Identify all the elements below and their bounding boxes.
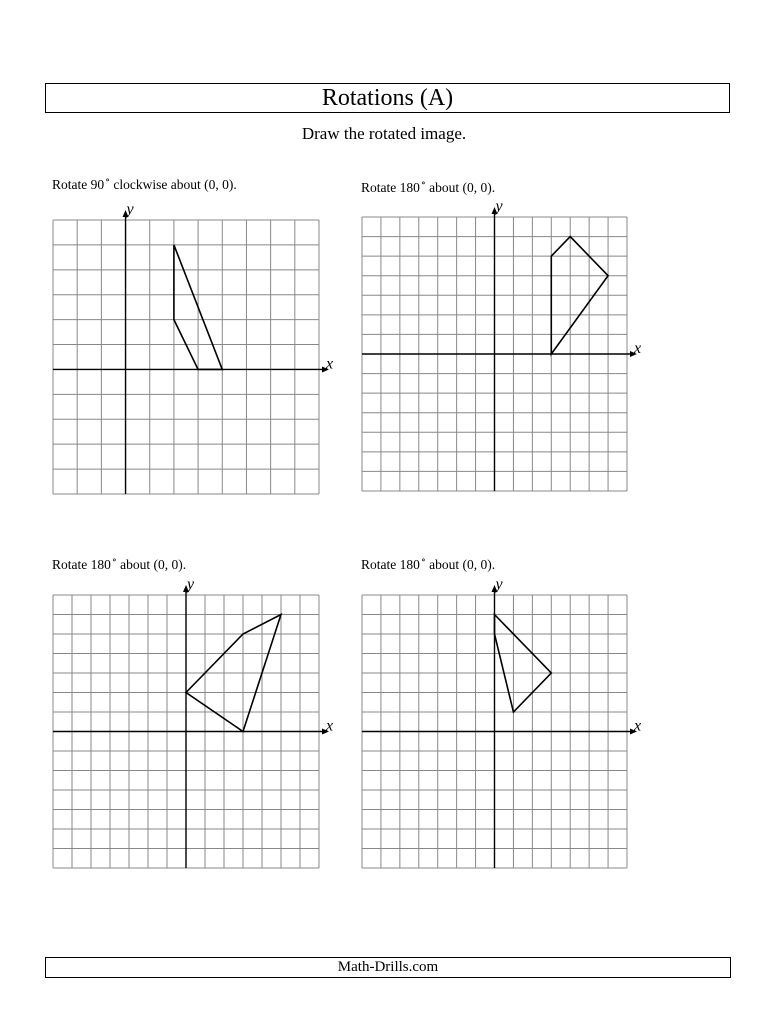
problem-3-prompt-suffix: about (0, 0). bbox=[116, 557, 187, 572]
problem-3-prompt-prefix: Rotate 180 bbox=[52, 557, 111, 572]
x-axis-label: x bbox=[326, 717, 334, 735]
page-title-text: Rotations (A) bbox=[321, 85, 454, 111]
x-axis-label: x bbox=[634, 717, 642, 735]
degree-symbol: ∘ bbox=[420, 555, 426, 566]
y-axis-label: y bbox=[495, 198, 503, 215]
degree-symbol: ∘ bbox=[111, 555, 117, 566]
problem-4-prompt-prefix: Rotate 180 bbox=[361, 557, 420, 572]
x-axis-label: x bbox=[326, 355, 334, 373]
y-axis-label: y bbox=[495, 576, 503, 593]
y-axis-label: y bbox=[126, 201, 134, 218]
problem-2-prompt-suffix: about (0, 0). bbox=[425, 180, 496, 195]
problem-4-prompt-suffix: about (0, 0). bbox=[425, 557, 496, 572]
degree-symbol: ∘ bbox=[105, 175, 111, 186]
problem-1-prompt-prefix: Rotate 90 bbox=[52, 177, 105, 192]
problem-2-prompt-prefix: Rotate 180 bbox=[361, 180, 420, 195]
instructions: Draw the rotated image. bbox=[301, 124, 467, 143]
degree-symbol: ∘ bbox=[420, 178, 426, 189]
problem-1-prompt-suffix: clockwise about (0, 0). bbox=[110, 177, 237, 192]
figure-shape bbox=[495, 615, 552, 713]
x-axis-label: x bbox=[634, 340, 642, 357]
footer-text: Math-Drills.com bbox=[337, 959, 439, 975]
y-axis-label: y bbox=[187, 576, 195, 593]
footer bbox=[45, 957, 731, 978]
